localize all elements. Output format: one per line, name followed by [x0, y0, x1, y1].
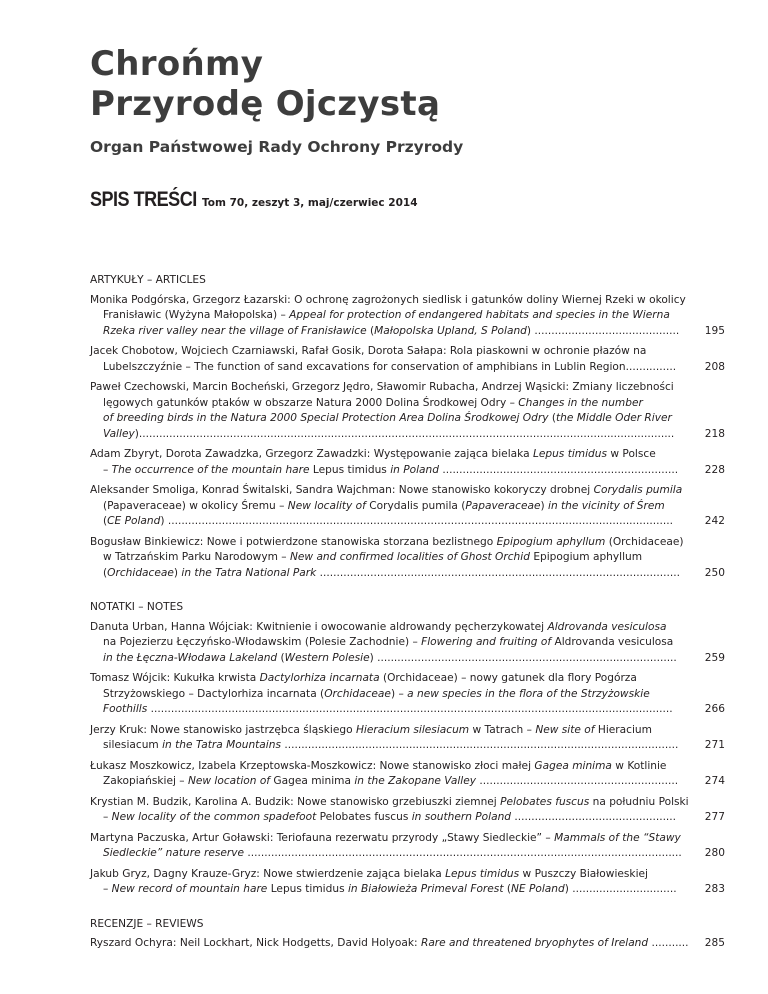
- section-title: NOTATKI – NOTES: [90, 601, 184, 613]
- toc-entry: [90, 671, 725, 718]
- journal-title-line1: Chrońmy: [90, 44, 264, 84]
- toc-entry: [90, 867, 725, 898]
- issue-info: Tom 70, zeszyt 3, maj/czerwiec 2014: [202, 197, 418, 209]
- page-number: 274: [704, 775, 725, 787]
- toc-header: [90, 188, 418, 212]
- entry-text: Bogusław Binkiewicz: Nowe i potwierdzone stanowiska storzana bezlistnego Epipogium aphyllum (Orchidaceae) w Tatrzańskim Parku Narodowym – New and confirmed localities of Ghost Orchid Epipogium aphyllum (Orchidaceae) in the Tatra National Park ...........................................................................................................: [90, 535, 684, 579]
- toc-entry: [90, 620, 725, 667]
- toc-entry: [90, 483, 725, 530]
- entry-text: Aleksander Smoliga, Konrad Świtalski, Sandra Wajchman: Nowe stanowisko kokoryczy drobnej Corydalis pumila (Papaveraceae) w okolicy Śremu – New locality of Corydalis pumila (Papaveraceae) in the vicinity of Śrem (CE Poland) ......................................................................................................................................................: [90, 484, 683, 527]
- entry-text: Ryszard Ochyra: Neil Lockhart, Nick Hodgetts, David Holyoak: Rare and threatened bryophytes of Ireland ...........: [90, 937, 689, 949]
- page-number: 259: [704, 651, 725, 664]
- page-number: 277: [704, 811, 725, 823]
- section-title: RECENZJE – REVIEWS: [90, 917, 204, 930]
- page-number: 271: [704, 739, 725, 751]
- entry-text: Monika Podgórska, Grzegorz Łazarski: O ochronę zagrożonych siedlisk i gatunków doliny Wiernej Rzeki w okolicy Franisławic (Wyżyna Małopolska) – Appeal for protection of endangered habitats and species in the Wierna Rzeka river valley near the village of Franisławice (Małopolska Upland, S Poland) ...........................................: [90, 293, 686, 337]
- page-number: 280: [704, 847, 725, 859]
- journal-subtitle: Organ Państwowej Rady Ochrony Przyrody: [90, 138, 464, 156]
- toc-entry: [90, 447, 725, 478]
- page-number: 285: [704, 937, 725, 949]
- page-number: 208: [704, 360, 725, 373]
- toc-entry: [90, 380, 725, 442]
- entry-text: Martyna Paczuska, Artur Goławski: Teriofauna rezerwatu przyrody „Stawy Siedleckie” – Mammals of the “Stawy Siedleckie” nature reserve .................................................................................................................................: [90, 831, 682, 859]
- toc-section: [90, 600, 725, 898]
- toc-entry: [90, 936, 725, 952]
- entry-text: Jerzy Kruk: Nowe stanowisko jastrzębca śląskiego Hieracium silesiacum w Tatrach – New site of Hieracium silesiacum in the Tatra Mountains .....................................................................................................................: [90, 723, 679, 751]
- entry-text: Łukasz Moszkowicz, Izabela Krzeptowska-Moszkowicz: Nowe stanowisko złoci małej Gagea minima w Kotlinie Zakopiańskiej – New location of Gagea minima in the Zakopane Valley ...........................................................: [90, 759, 679, 787]
- entry-text: Tomasz Wójcik: Kukułka krwista Dactylorhiza incarnata (Orchidaceae) – nowy gatunek dla flory Pogórza Strzyżowskiego – Dactylorhiza incarnata (Orchidaceae) – a new species in the flora of the Strzyżowskie Foothills ...........................................................................................................................................................: [90, 672, 673, 715]
- section-title: ARTYKUŁY – ARTICLES: [90, 274, 206, 286]
- table-of-contents: [90, 273, 725, 957]
- toc-heading: SPIS TREŚCI: [90, 188, 197, 211]
- page-number: 283: [704, 883, 725, 895]
- entry-text: Krystian M. Budzik, Karolina A. Budzik: Nowe stanowisko grzebiuszki ziemnej Pelobates fuscus na południu Polski – New locality of the common spadefoot Pelobates fuscus in southern Poland ................................................: [90, 795, 689, 823]
- page-number: 218: [704, 427, 725, 440]
- toc-entry: [90, 293, 725, 340]
- journal-masthead: [90, 44, 463, 156]
- toc-entry: [90, 759, 725, 790]
- page-number: 242: [704, 515, 725, 527]
- page-number: 228: [704, 463, 725, 476]
- toc-entry: [90, 344, 725, 375]
- toc-entry: [90, 831, 725, 862]
- entry-text: Adam Zbyryt, Dorota Zawadzka, Grzegorz Zawadzki: Występowanie zająca bielaka Lepus timidus w Polsce – The occurrence of the mountain hare Lepus timidus in Poland ......................................................................: [90, 448, 679, 476]
- toc-section: [90, 917, 725, 952]
- page-number: 250: [704, 566, 725, 579]
- entry-text: Jakub Gryz, Dagny Krauze-Gryz: Nowe stwierdzenie zająca bielaka Lepus timidus w Puszczy Białowieskiej – New record of mountain hare Lepus timidus in Białowieża Primeval Forest (NE Poland) ...............................: [90, 867, 677, 895]
- toc-entry: [90, 535, 725, 582]
- page-number: 266: [704, 703, 725, 715]
- toc-entry: [90, 795, 725, 826]
- toc-section: [90, 273, 725, 581]
- journal-title-line2: Przyrodę Ojczystą: [90, 84, 441, 124]
- entry-text: Jacek Chobotow, Wojciech Czarniawski, Rafał Gosik, Dorota Sałapa: Rola piaskowni w ochronie płazów na Lubelszczyźnie – The function of sand excavations for conservation of amphibians in Lublin Region...............: [90, 345, 677, 373]
- page-number: 195: [704, 324, 725, 337]
- entry-text: Danuta Urban, Hanna Wójciak: Kwitnienie i owocowanie aldrowandy pęcherzykowatej Aldrovanda vesiculosa na Pojezierzu Łęczyńsko-Włodawskim (Polesie Zachodnie) – Flowering and fruiting of Aldrovanda vesiculosa in the Łęczna-Włodawa Lakeland (Western Polesie) .........................................................................................: [90, 620, 677, 664]
- toc-entry: [90, 723, 725, 754]
- entry-text: Paweł Czechowski, Marcin Bocheński, Grzegorz Jędro, Sławomir Rubacha, Andrzej Wąsicki: Zmiany liczebności lęgowych gatunków ptaków w obszarze Natura 2000 Dolina Środkowej Odry – Changes in the number of breeding birds in the Natura 2000 Special Protection Area Dolina Środkowej Odry (the Middle Oder River Valley)...............................................................................................................................................................: [90, 381, 675, 440]
